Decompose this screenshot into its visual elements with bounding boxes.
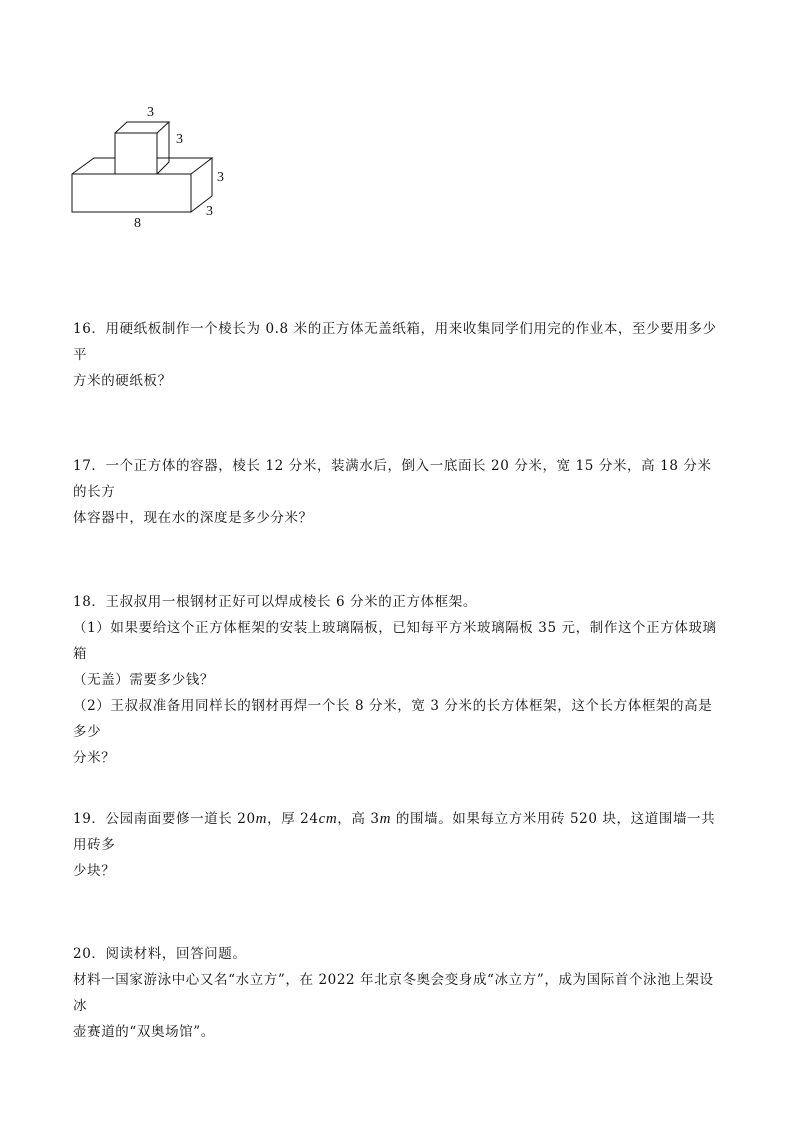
question-20-material-line-2: 壶赛道的“双奥场馆”。: [73, 1024, 215, 1040]
question-17: [73, 453, 725, 531]
question-18-part-1-line-1: （1）如果要给这个正方体框架的安装上玻璃隔板，已知每平方米玻璃隔板 35 元，制作这个正方体玻璃箱: [73, 620, 717, 662]
question-18-part-1-line-2: （无盖）需要多少钱？: [73, 672, 214, 688]
question-17-line-2: 体容器中，现在水的深度是多少分米？: [73, 510, 313, 526]
question-18: [73, 589, 725, 771]
question-19: [73, 806, 725, 884]
question-20-material-line-1: 材料一国家游泳中心又名“水立方”，在 2022 年北京冬奥会变身成“冰立方”，成为国际首个泳池上架设冰: [73, 972, 714, 1014]
question-16: [73, 316, 725, 394]
bottom-cuboid-front: [72, 174, 191, 212]
question-19-text-b: ，厚 24: [267, 811, 319, 827]
question-19-text-a: 19．公园南面要修一道长 20: [73, 811, 256, 827]
label-bottom-depth: 3: [206, 204, 213, 219]
question-20-line-1: 20．阅读材料，回答问题。: [73, 946, 247, 962]
question-18-part-2-line-1: （2）王叔叔准备用同样长的钢材再焊一个长 8 分米，宽 3 分米的长方体框架，这个长方体框架的高是多少: [73, 698, 713, 740]
question-19-line-1: [73, 806, 725, 858]
question-16-line-2: 方米的硬纸板？: [73, 373, 172, 389]
question-17-line-1: 17．一个正方体的容器，棱长 12 分米，装满水后，倒入一底面长 20 分米，宽 15 分米，高 18 分米的长方: [73, 458, 712, 500]
label-bottom-length: 8: [134, 216, 141, 231]
unit-cm: cm: [318, 811, 338, 827]
question-19-line-2: 少块？: [73, 863, 116, 879]
top-cube-front: [115, 133, 157, 174]
question-19-text-d: 的围墙。如果每立方米用砖 520 块，这道围墙一共用砖多: [73, 811, 716, 853]
label-top-height: 3: [176, 132, 183, 147]
unit-m-1: m: [255, 811, 268, 827]
question-18-line-1: 18．王叔叔用一根钢材正好可以焊成棱长 6 分米的正方体框架。: [73, 594, 477, 610]
question-19-text-c: ，高 3: [337, 811, 380, 827]
question-16-line-1: 16．用硬纸板制作一个棱长为 0.8 米的正方体无盖纸箱，用来收集同学们用完的作业本，至少要用多少平: [73, 321, 717, 363]
top-cube-top: [115, 122, 169, 133]
cuboid-figure: [60, 95, 240, 235]
top-cube-side: [157, 122, 169, 174]
label-bottom-height: 3: [217, 170, 224, 185]
question-20: [73, 941, 725, 1045]
label-top-width: 3: [147, 105, 154, 120]
question-18-part-2-line-2: 分米？: [73, 750, 116, 766]
unit-m-2: m: [379, 811, 391, 827]
